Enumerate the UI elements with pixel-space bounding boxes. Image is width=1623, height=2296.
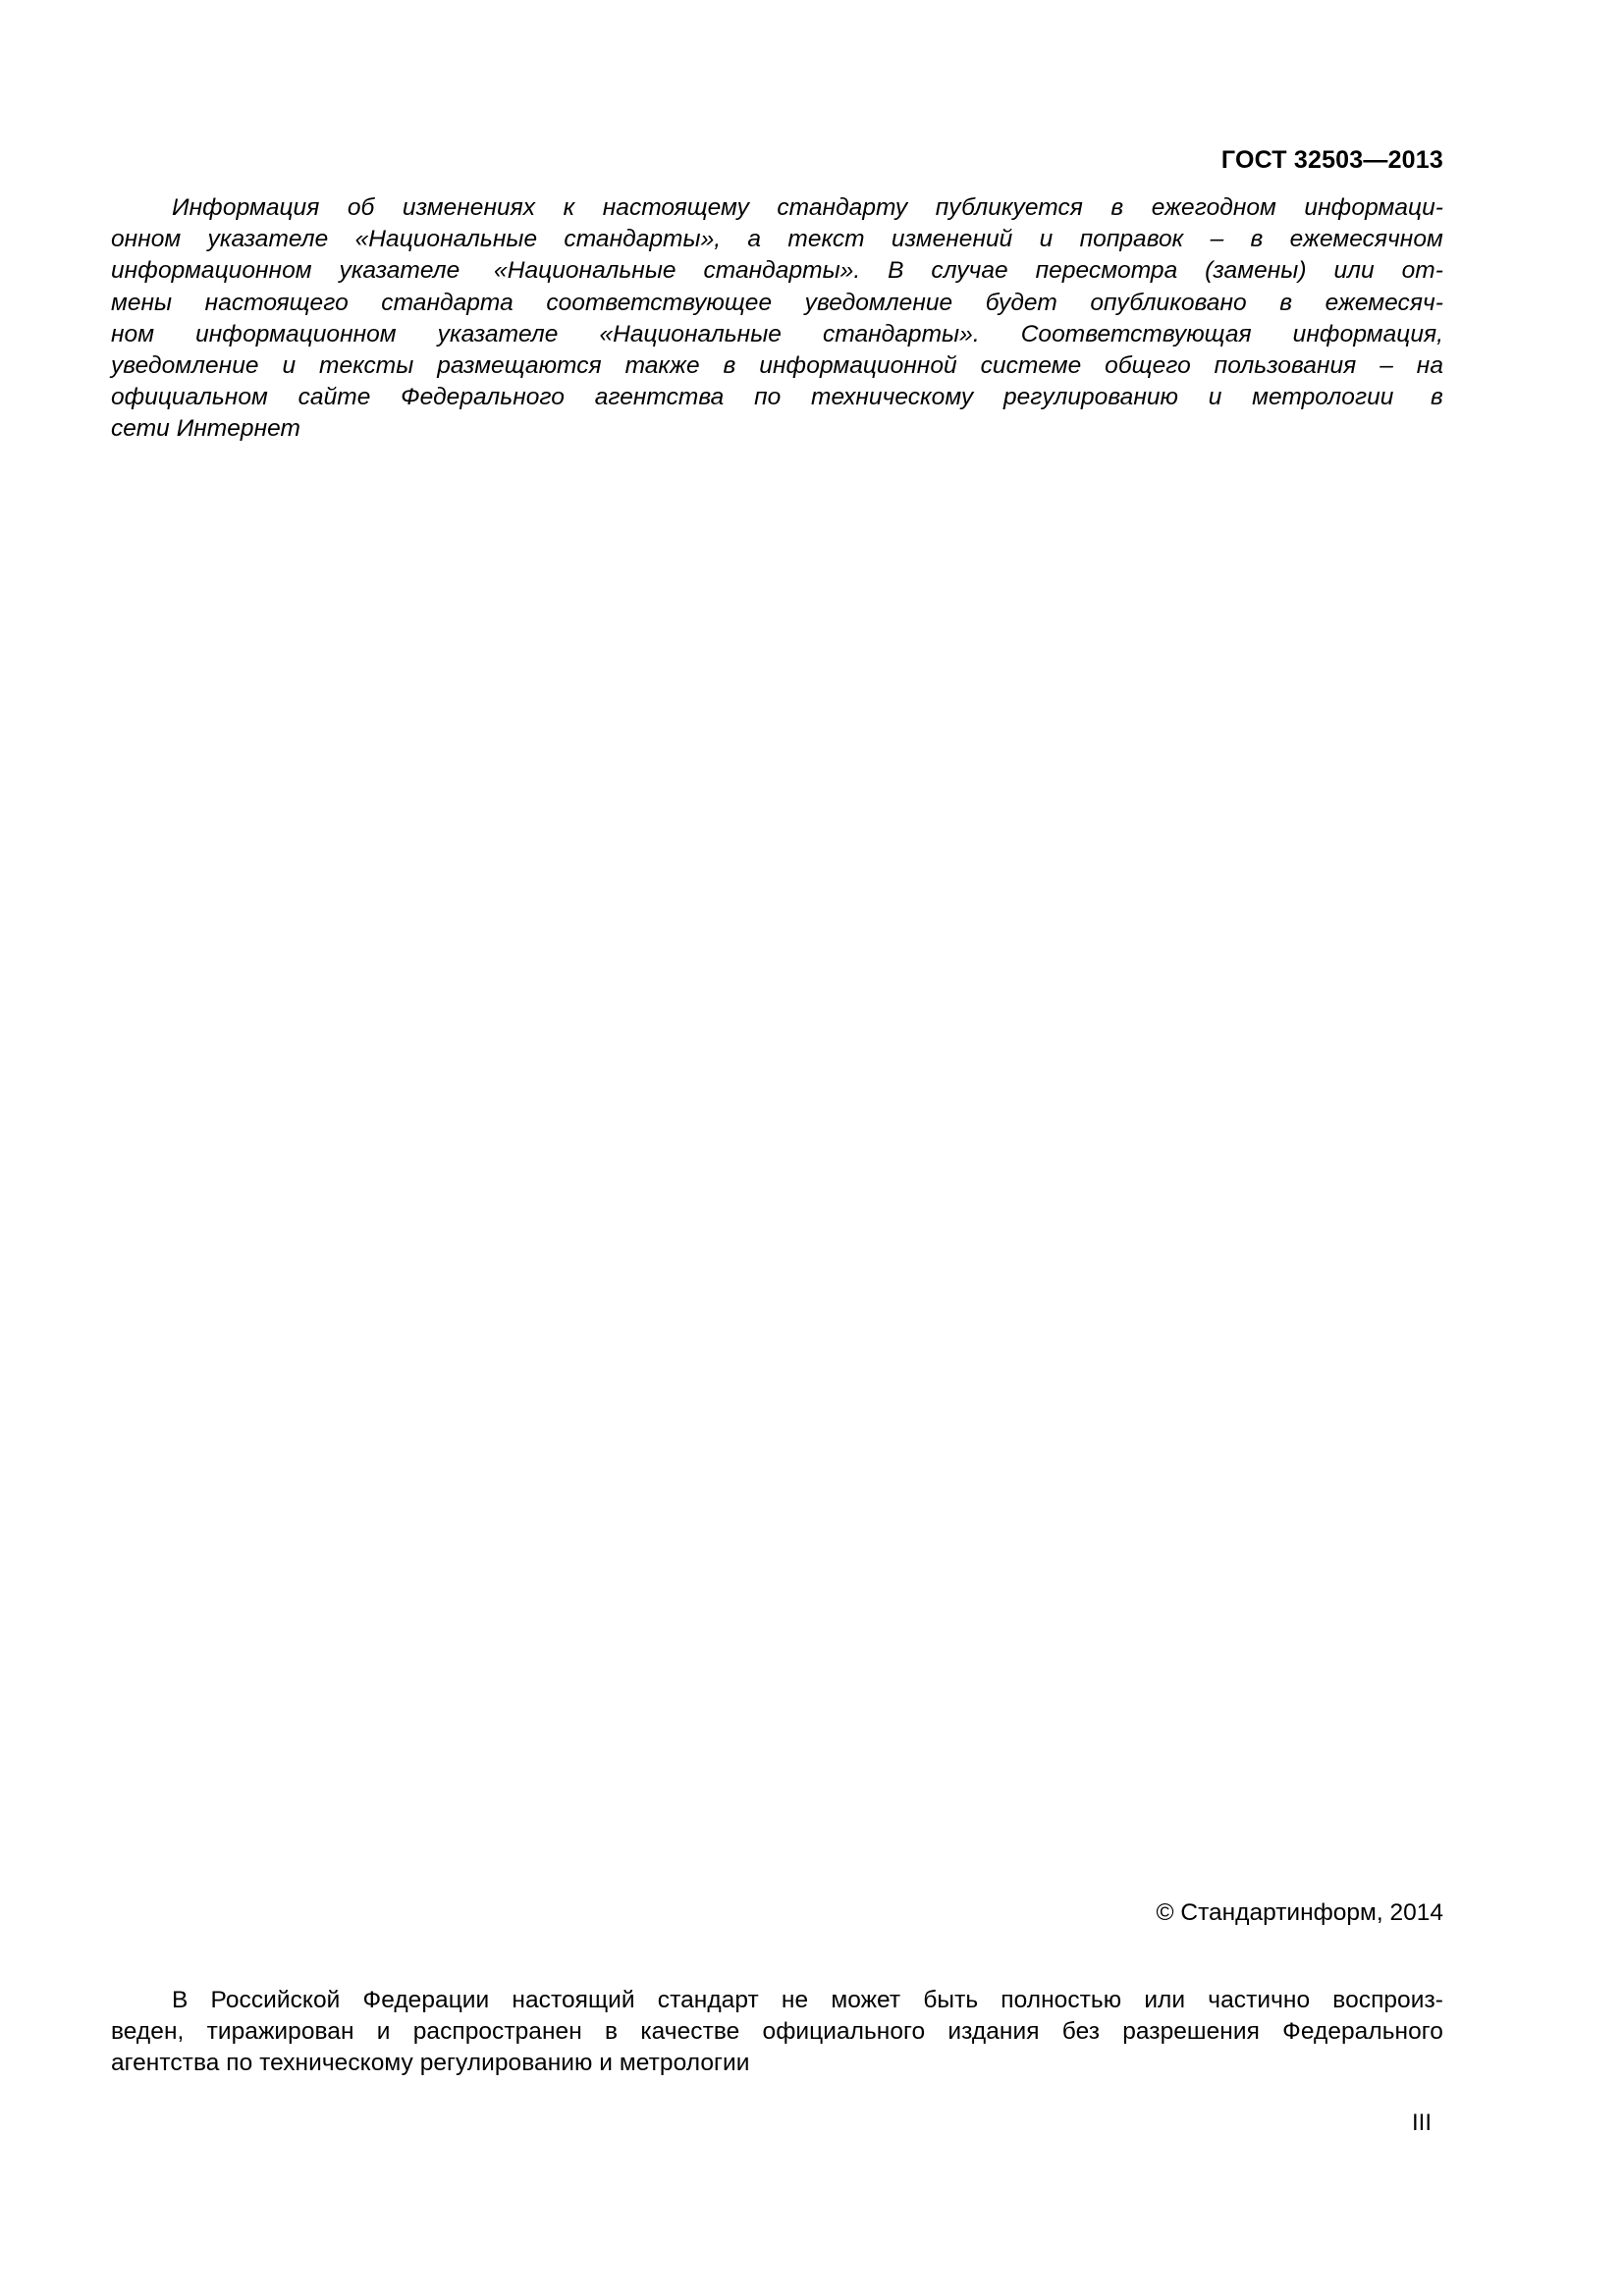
word: на <box>1416 352 1443 380</box>
word: общего <box>1105 352 1191 380</box>
word: издания <box>947 2018 1040 2046</box>
word: ном <box>111 320 155 347</box>
word: размещаются <box>437 352 602 380</box>
word: настоящего <box>204 289 349 316</box>
word: соответствующее <box>546 289 773 316</box>
amendment-notice-paragraph <box>111 192 1443 446</box>
word: Федерального <box>1282 2018 1443 2046</box>
word: изменений <box>891 226 1013 253</box>
word: веден, <box>111 2018 185 2046</box>
word: опубликовано <box>1090 289 1247 316</box>
word: изменениях <box>402 194 536 221</box>
word: в <box>1110 194 1124 221</box>
word: может <box>831 1987 901 2013</box>
word: в <box>723 352 736 380</box>
word: агентства <box>594 384 725 411</box>
word: Соответствующая <box>1020 320 1252 347</box>
text-line <box>111 2016 1443 2048</box>
word: стандарт <box>657 1987 759 2013</box>
text-line <box>111 382 1443 413</box>
word: об <box>347 194 375 221</box>
word: ежемесяч- <box>1325 289 1443 316</box>
word: по <box>754 384 782 411</box>
word: информационной <box>759 352 957 380</box>
word: без <box>1061 2018 1100 2046</box>
word: тиражирован <box>206 2018 354 2046</box>
text-line <box>111 192 1443 224</box>
word: информационном <box>195 320 397 347</box>
word: Информация <box>172 194 320 221</box>
word: информаци- <box>1304 194 1443 221</box>
page-number: III <box>1411 2109 1432 2136</box>
word: качестве <box>640 2018 740 2046</box>
word: стандарту <box>777 194 908 221</box>
word: Федерального <box>401 384 565 411</box>
word: стандарты», <box>564 226 722 253</box>
text-line <box>111 255 1443 287</box>
word: а <box>747 226 762 253</box>
text-line: агентства по техническому регулированию и метрологии <box>111 2050 750 2077</box>
word: В <box>172 1987 189 2013</box>
word: к <box>563 194 575 221</box>
word: разрешения <box>1122 2018 1260 2046</box>
word: сайте <box>298 384 371 411</box>
text-line <box>111 288 1443 319</box>
word: «Национальные <box>487 257 676 285</box>
word: пользования <box>1214 352 1357 380</box>
word: частично <box>1208 1987 1311 2013</box>
word: «Национальные <box>354 226 538 253</box>
word: распространен <box>412 2018 582 2046</box>
text-line: сети Интернет <box>111 415 301 443</box>
word: регулированию <box>1002 384 1179 411</box>
word: также <box>624 352 700 380</box>
word: мены <box>111 289 173 316</box>
word: ежемесячном <box>1289 226 1443 253</box>
word: и <box>282 352 297 380</box>
word: или <box>1144 1987 1186 2013</box>
word: – <box>1210 226 1224 253</box>
word: настоящий <box>512 1987 635 2013</box>
copyright-line: © Стандартинформ, 2014 <box>1156 1899 1443 1926</box>
text-line <box>111 224 1443 255</box>
word: публикуется <box>935 194 1083 221</box>
word: в <box>1279 289 1293 316</box>
word: информация, <box>1292 320 1443 347</box>
reproduction-notice-paragraph <box>111 1985 1443 2080</box>
word: метрологии <box>1252 384 1394 411</box>
word: настоящему <box>602 194 749 221</box>
word: системе <box>980 352 1082 380</box>
word: и <box>376 2018 391 2046</box>
word: в <box>1424 384 1443 411</box>
word: (замены) <box>1205 257 1307 285</box>
word: «Национальные <box>599 320 782 347</box>
standard-number-header: ГОСТ 32503—2013 <box>1220 146 1443 174</box>
word: быть <box>923 1987 979 2013</box>
word: указателе <box>437 320 559 347</box>
word: текст <box>787 226 865 253</box>
word: в <box>1250 226 1264 253</box>
word: онном <box>111 226 182 253</box>
word: и <box>1208 384 1222 411</box>
word: стандарты». <box>703 257 861 285</box>
word: Федерации <box>362 1987 490 2013</box>
word: в <box>605 2018 619 2046</box>
word: стандарты». <box>822 320 980 347</box>
word: воспроиз- <box>1332 1987 1443 2013</box>
text-line <box>111 1985 1443 2016</box>
word: – <box>1380 352 1393 380</box>
word: полностью <box>1001 1987 1122 2013</box>
word: поправок <box>1079 226 1184 253</box>
word: пересмотра <box>1035 257 1178 285</box>
word: уведомление <box>804 289 953 316</box>
word: тексты <box>319 352 414 380</box>
word: стандарта <box>381 289 514 316</box>
word: указателе <box>339 257 460 285</box>
word: В <box>888 257 904 285</box>
word: или <box>1333 257 1375 285</box>
word: Российской <box>210 1987 341 2013</box>
word: официальном <box>111 384 268 411</box>
word: от- <box>1401 257 1443 285</box>
word: случае <box>931 257 1008 285</box>
word: и <box>1039 226 1054 253</box>
word: официального <box>762 2018 926 2046</box>
word: информационном <box>111 257 312 285</box>
word: техническому <box>811 384 974 411</box>
word: уведомление <box>111 352 259 380</box>
text-line <box>111 350 1443 382</box>
text-line <box>111 319 1443 350</box>
word: ежегодном <box>1151 194 1276 221</box>
word: будет <box>985 289 1057 316</box>
word: указателе <box>207 226 329 253</box>
word: не <box>781 1987 809 2013</box>
